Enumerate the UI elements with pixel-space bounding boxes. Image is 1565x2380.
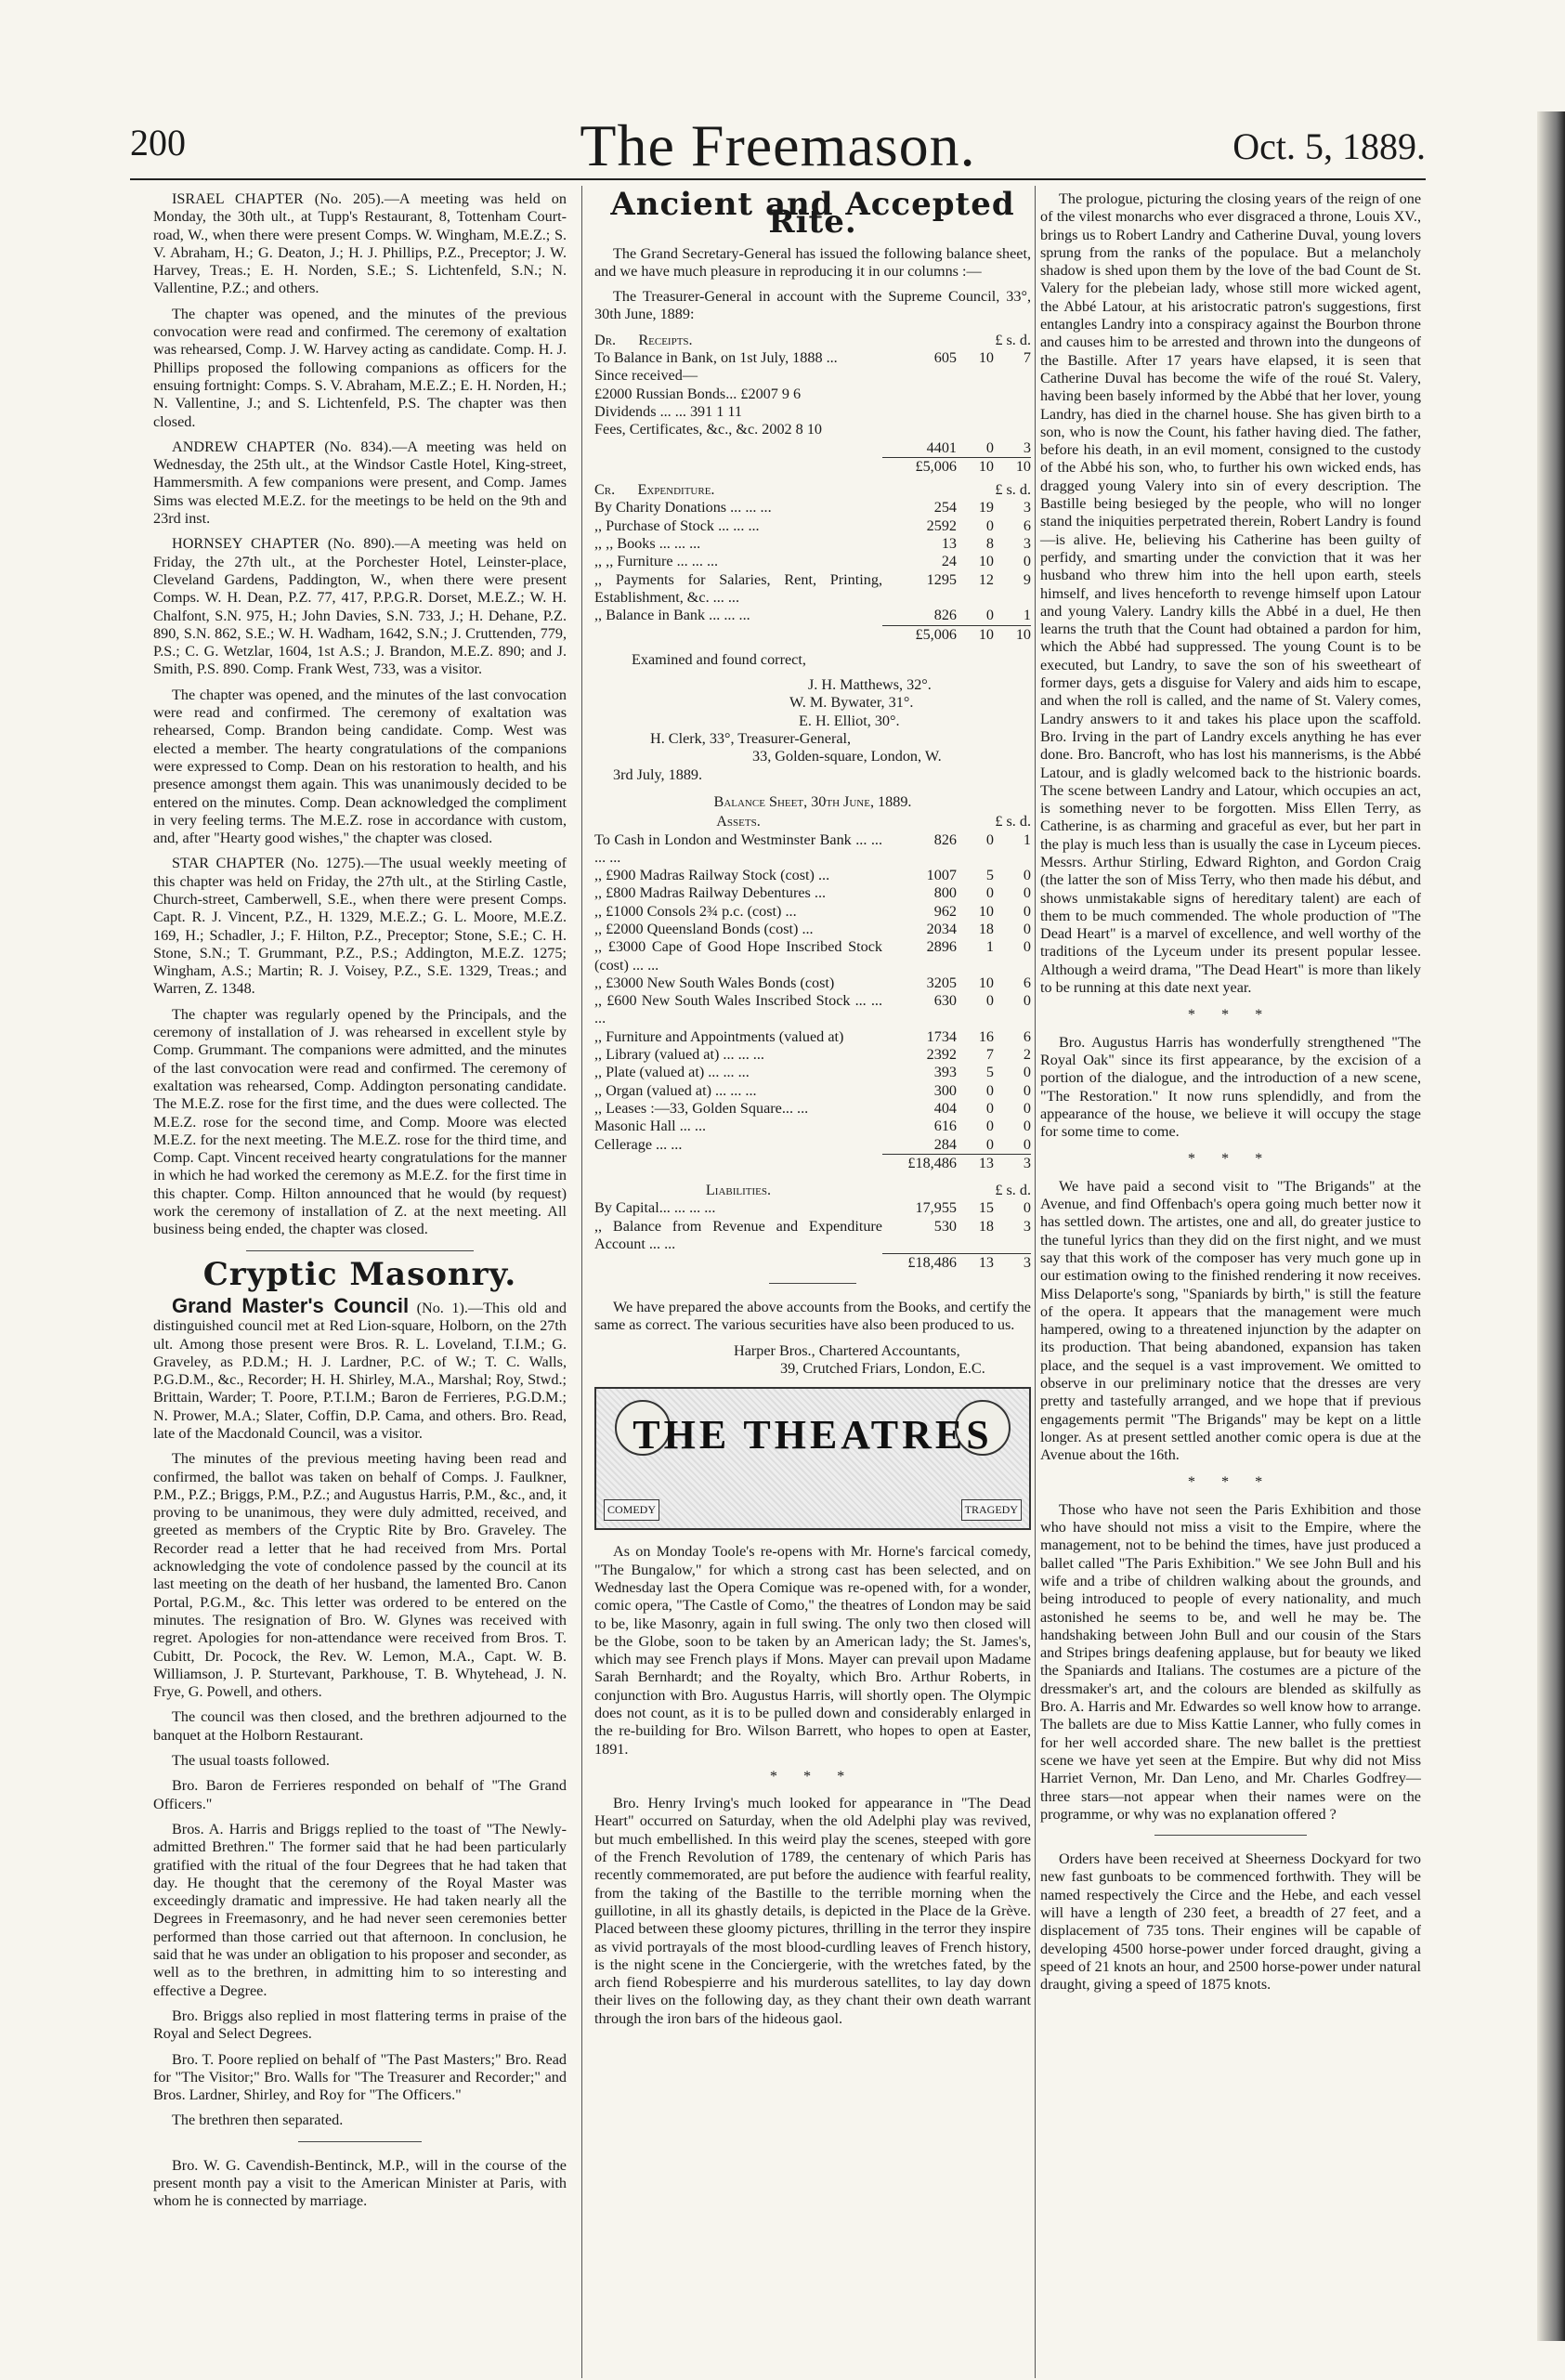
amount-pence: 0 — [1023, 884, 1031, 902]
hornsey-chapter-report: HORNSEY CHAPTER (No. 890).—A meeting was held on Friday, the 27th ult., at the Porchester Hotel, Leinster-place, Cleveland Gardens, Paddington, W., when there were present Comps. W. H. Dean, P.Z. 77, 417, P.P.G.R. Dorset, M.E.Z.; W. H. Chalfont, S.N. 975, H.; John Davies, S.N. 733, J.; H. Dehane, P.Z. 890, S.N. 862, S.E.; W. H. Wadham, 1642, S.N.; J. Cruttenden, 779, P.S.; C. G. Wetzlar, 1604, 1st A.S.; J. Brandon, M.E.Z. 890; and J. Smith, P.S. 890. Comp. Frank West, 733, was a visitor. — [153, 535, 567, 678]
account-row — [594, 903, 1031, 921]
tragedy-label: TRAGEDY — [961, 1499, 1022, 1521]
examined-line: Examined and found correct, — [632, 650, 806, 668]
amount-shillings — [957, 421, 994, 438]
amount-pounds: 13 — [941, 535, 957, 553]
amount-pounds: 530 — [933, 1217, 957, 1235]
amount-pounds: 2034 — [926, 920, 957, 937]
amount-shillings: 0 — [985, 1099, 994, 1117]
amount-pounds: 1295 — [926, 570, 957, 588]
total-pence: 10 — [994, 625, 1031, 644]
account-label: ,, Furniture and Appointments (valued at) — [594, 1027, 844, 1045]
amount-pounds: 254 — [933, 499, 957, 517]
council-heading: Grand Master's Council — [172, 1293, 410, 1317]
amount-pence: 3 — [1023, 535, 1031, 553]
amount-shillings: 18 — [978, 920, 994, 937]
comedy-label: COMEDY — [604, 1499, 659, 1521]
amount-shillings — [957, 386, 994, 403]
total-pounds: £18,486 — [882, 1154, 957, 1172]
lsd-header: £ s. d. — [995, 1182, 1031, 1199]
account-row — [594, 1100, 1031, 1118]
signature: W. M. Bywater, 31°. — [789, 694, 914, 712]
total-shillings: 10 — [957, 457, 994, 476]
amount-pence: 6 — [1023, 974, 1031, 991]
amount-pence: 9 — [1023, 570, 1031, 588]
amount-pounds: 630 — [933, 992, 957, 1010]
amount-shillings: 1 — [985, 938, 994, 956]
amount-shillings: 0 — [985, 1081, 994, 1099]
amount-pence: 0 — [1023, 1135, 1031, 1153]
account-label: Masonic Hall ... ... — [594, 1118, 707, 1135]
paragraph: The prologue, picturing the closing years of the reign of one of the vilest monarchs who ever disgraced a throne, Louis XV., brings us to Robert Landry and Catherine Duval, young lovers sprung from the ranks of the populace. But a melancholy shadow is shed upon them by the love of the bad Count de St. Valery for the plebeian lady, whose still more wicked agent, the Abbé Latour, at his aristocratic patron's suggestions, first entangles Landry into a conspiracy against the Bourbon throne and causes him to be arrested and thrown into the dungeons of the Bastille. After 17 years have elapsed, it is seen that Catherine Duval has become the wife of the roué St. Valery, having been basely informed by the Abbé that her lover, young Landry, has died in the charnel house. She has given birth to a son, who is now the Count, his father having died. The father, before his death, in an evil moment, consigned to the custody of the Abbé his son, who, to further his own wicked ends, has dragged young Valery into sin of every description. The Bastille being besieged by the people, who will no longer stand the iniquities perpetrated therein, Robert Landry is found—is alive. He, believing his Catherine has been guilty of perfidy, and smarting under the conviction that it was her husband who threw him into the hell upon earth, steels himself, and lives henceforth to revenge himself upon Latour and young Valery. Landry kills the Abbé in a duel, He then learns the truth that the Count had obtained a pardon for him, which the Abbé had suppressed. The young Count is to be executed, but Landry, to save the son of his sweetheart of former days, gets a disguise for Valery and aids him to escape, and when the roll is called, and the name of St. Valery comes, Landry answers to it and takes his place upon the scaffold. Bro. Irving in the part of Landry excels anything he has ever done. Bro. Bancroft, who has lost his mannerisms, is the Abbé Latour, and is gladly welcomed back to the histrionic boards. The scene between Landry and Latour, which occupies an act, is something never to be forgotten. Miss Ellen Terry, as Catherine, is as charming and graceful as ever, but her part in the play is much less than is usually the case in Lyceum pieces. Messrs. Arthur Stirling, Edward Righton, and Gordon Craig (the latter the son of Miss Terry, who then made his début, and shows unmistakable signs of hereditary talent) are each of them to be much commended. The whole production of "The Dead Heart" is a marvel of excellence, and well worthy of the traditions of the Lyceum under its present popular lessee. Although a weird drama, "The Dead Heart" is more than likely to be running at this date next year. — [1040, 190, 1421, 997]
amount-pounds: 800 — [933, 884, 957, 902]
paragraph: Bro. T. Poore replied on behalf of "The Past Masters;" Bro. Read for "The Visitor;" Bro. Walls for "The Treasurer and Recorder;" and Bros. Lardner, Shirley, and Roy for "The Officers." — [153, 2050, 567, 2104]
account-row — [594, 1136, 1031, 1155]
amount-pounds: 300 — [933, 1081, 957, 1099]
account-label: Dividends ... ... 391 1 11 — [594, 402, 743, 420]
account-row — [594, 571, 1031, 608]
amount-pence: 6 — [1023, 517, 1031, 534]
paragraph: Those who have not seen the Paris Exhibition and those who have should not miss a visit to the Empire, where the management, not to be behind the times, have just produced a ballet called "The Paris Exhibition." We see John Bull and his wife and a tribe of children walking about the grounds, and being introduced to people of every nationality, and much astonished he seems to be, and well he may be. The handshaking between John Bull and our cousin of the Stars and Stripes brings deafening applause, but for beauty we liked the Spaniards and Italians. The costumes are a picture of the dressmaker's art, and the colours are blended as skilfully as Bro. A. Harris and Mr. Edwardes so well know how to arrange. The ballets are due to Miss Kattie Lanner, who fully comes in for her well accorded share. The new ballet is the prettiest scene we have yet seen at the Empire. But why did not Miss Harriet Vernon, Mr. Dan Leno, and Mr. Charles Godfrey—three stars—not appear when their names were on the programme, or why was no explanation offered ? — [1040, 1500, 1421, 1823]
account-row — [594, 439, 1031, 458]
amount-pounds — [882, 367, 957, 385]
paragraph: Bro. Briggs also replied in most flattering terms in praise of the Royal and Select Degrees. — [153, 2007, 567, 2043]
amount-pounds — [882, 421, 957, 438]
amount-shillings: 5 — [985, 867, 994, 884]
account-label: ,, £1000 Consols 2¾ p.c. (cost) ... — [594, 902, 797, 920]
account-label: ,, Library (valued at) ... ... ... — [594, 1046, 764, 1064]
account-label: Since received— — [594, 367, 698, 385]
divider — [769, 1283, 856, 1288]
amount-pounds: 962 — [933, 902, 957, 920]
israel-chapter-report: ISRAEL CHAPTER (No. 205).—A meeting was held on Monday, the 30th ult., at Tupp's Restaurant, 8, Tottenham Court-road, W., when there were present Comps. W. Wingham, M.E.Z.; S. V. Abraham, H.; G. Deaton, J.; H. J. Phillips, P.Z., Preceptor; J. W. Harvey, Treas.; E. H. Norden, S.E.; S. Lichtenfeld, S.N.; N. Vallentine, P.Z.; and others. — [153, 190, 567, 297]
account-label: Cellerage ... ... — [594, 1135, 683, 1153]
signature: E. H. Elliot, 30°. — [799, 712, 900, 729]
amount-shillings: 0 — [985, 992, 994, 1010]
amount-pence: 0 — [1023, 553, 1031, 570]
amount-pounds: 4401 — [926, 438, 957, 456]
account-label: ,, Leases :—33, Golden Square... ... — [594, 1099, 809, 1117]
paragraph: The usual toasts followed. — [172, 1752, 330, 1770]
amount-pounds: 605 — [933, 349, 957, 367]
balance-sheet-title: Balance Sheet, 30th June, 1889. — [713, 792, 912, 810]
total-shillings: 13 — [957, 1154, 994, 1172]
account-label: By Capital... ... ... ... — [594, 1199, 716, 1217]
separator-stars: * * * — [769, 1767, 856, 1785]
paragraph: We have prepared the above accounts from the Books, and certify the same as correct. The various securities have also been produced to us. — [594, 1299, 1031, 1334]
amount-pence: 0 — [1023, 992, 1031, 1010]
amount-pounds: 404 — [933, 1099, 957, 1117]
account-label: ,, ,, Books ... ... ... — [594, 535, 701, 553]
amount-pence — [994, 367, 1031, 385]
amount-pounds: 2896 — [926, 938, 957, 956]
total-shillings: 13 — [957, 1253, 994, 1272]
amount-shillings: 0 — [985, 1135, 994, 1153]
account-row — [594, 499, 1031, 517]
separator-stars: * * * — [1187, 1473, 1274, 1491]
amount-pounds: 2592 — [926, 517, 957, 534]
account-row — [594, 367, 1031, 385]
amount-pounds: 3205 — [926, 974, 957, 991]
amount-pence: 1 — [1023, 607, 1031, 624]
account-row — [594, 535, 1031, 553]
amount-shillings: 10 — [978, 349, 994, 367]
amount-shillings: 0 — [985, 607, 994, 624]
receipts-table — [594, 332, 1031, 644]
account-label: ,, Plate (valued at) ... ... ... — [594, 1064, 750, 1081]
paragraph: The Treasurer-General in account with the Supreme Council, 33°, 30th June, 1889: — [594, 288, 1031, 323]
column-1 — [153, 190, 567, 2218]
account-label: ,, £900 Madras Railway Stock (cost) ... — [594, 867, 830, 884]
amount-shillings: 7 — [985, 1046, 994, 1064]
amount-pence — [994, 386, 1031, 403]
amount-pence: 3 — [1023, 499, 1031, 517]
paragraph: Bros. A. Harris and Briggs replied to the toast of "The Newly-admitted Brethren." The former said that he had been particularly gratified with the ritual of the four Degrees that he had taken that day. He thought that the ceremony of the Royal Master was exceedingly dramatic and impressive. He had taken nearly all the Degrees in Freemasonry, and he had never seen ceremonies better performed than those carried out that afternoon. In conclusion, he said that he was under an obligation to his proposer and seconder, as well as to the brethren, in admitting him to so interesting and effective a Degree. — [153, 1820, 567, 1999]
accountants-signature: Harper Bros., Chartered Accountants, — [734, 1341, 960, 1359]
signature: H. Clerk, 33°, Treasurer-General, — [650, 730, 852, 748]
amount-pounds: 1007 — [926, 867, 957, 884]
amount-pence: 3 — [1023, 1217, 1031, 1235]
paragraph: Orders have been received at Sheerness Dockyard for two new fast gunboats to be commenced forthwith. They will be named respectively the Circe and the Hebe, and each vessel will have a length of 230 feet, a breadth of 27 feet, and a displacement of 735 tons. Their engines will be capable of developing 4500 horse-power under forced draught, giving a speed of 21 knots an hour, and 2500 horse-power under natural draught, giving a speed of 1875 knots. — [1040, 1850, 1421, 1994]
amount-pounds — [882, 403, 957, 421]
account-label: £2000 Russian Bonds... £2007 9 6 — [594, 385, 802, 402]
amount-pounds: 393 — [933, 1064, 957, 1081]
account-row — [594, 1082, 1031, 1100]
amount-pounds: 616 — [933, 1118, 957, 1135]
dr-label: Dr. — [594, 331, 617, 348]
paragraph: Bro. Henry Irving's much looked for appearance in "The Dead Heart" occurred on Saturday, when the old Adelphi play was revived, but much embellished. In this weird play the scenes, steeped with gore of the French Revolution of 1789, the centenary of which Paris has recently commemorated, are put before the audience with fearful reality, from the taking of the Bastille to the terrible morning when the guillotine, in all its ghastly details, is depicted in the Place de la Grève. Placed between these gloomy pictures, thrilling in the terror they inspire as vivid portrayals of the most blood-curdling leaves of French history, is the night scene in the Conciergerie, with the wretches fated, by the arch fiend Robespierre and his murderous satellites, to lay day down their lives on the following day, as they chant their own death warrant through the iron bars of the hideous gaol. — [594, 1795, 1031, 2027]
paragraph: The chapter was regularly opened by the Principals, and the ceremony of installation of J. was rehearsed in excellent style by Comp. Grummant. The companions were admitted, and the minutes of the last convocation were read and confirmed. The ceremony of exaltation was rehearsed, Comp. Addington personating candidate. The M.E.Z. rose for the first time, and the dues were collected. The M.E.Z. rose for the second time, and Comp. Moore was elected M.E.Z. for the next meeting. The M.E.Z. rose for the third time, and Comp. Capt. Vincent received hearty congratulations for the manner in which he had worked the ceremony as M.E.Z. for the first time in this chapter. Comp. Hilton announced that he would (by request) work the ceremony of installation of Z. at the next meeting. All business being ended, the chapter was closed. — [153, 1005, 567, 1238]
account-label: ,, £800 Madras Railway Debentures ... — [594, 884, 827, 902]
account-row — [594, 1118, 1031, 1135]
account-label: ,, Purchase of Stock ... ... ... — [594, 517, 760, 534]
amount-shillings: 0 — [985, 1118, 994, 1135]
amount-shillings: 0 — [985, 438, 994, 456]
paragraph: The chapter was opened, and the minutes of the previous convocation were read and confirmed. The ceremony of exaltation was rehearsed, Comp. J. W. Harvey acting as candidate. Comp. H. J. Phillips proposed the following companions as officers for the ensuing fortnight: Comps. S. V. Abraham, M.E.Z.; E. H. Norden, H.; N. Vallentine, J.; and S. Lichtenfeld, P.S. The chapter was then closed. — [153, 305, 567, 430]
amount-pence: 0 — [1023, 1081, 1031, 1099]
account-label: ,, £2000 Queensland Bonds (cost) ... — [594, 920, 814, 937]
amount-pounds: 826 — [933, 607, 957, 624]
amount-pounds: 284 — [933, 1135, 957, 1153]
account-label: ,, £3000 Cape of Good Hope Inscribed Stock (cost) ... ... — [594, 938, 882, 974]
cavendish-note: Bro. W. G. Cavendish-Bentinck, M.P., will in the course of the present month pay a visit to the American Minister at Paris, with whom he is connected by marriage. — [153, 2156, 567, 2210]
account-row — [594, 553, 1031, 570]
amount-shillings — [957, 367, 994, 385]
account-label: ,, Organ (valued at) ... ... ... — [594, 1081, 757, 1099]
account-label: ,, ,, Furniture ... ... ... — [594, 553, 719, 570]
liabilities-heading: Liabilities. — [705, 1182, 772, 1199]
account-row — [594, 403, 1031, 421]
paragraph: The Grand Secretary-General has issued the following balance sheet, and we have much pleasure in reproducing it in our columns :— — [594, 244, 1031, 280]
amount-pence: 0 — [1023, 1199, 1031, 1217]
account-row — [594, 974, 1031, 992]
amount-shillings: 5 — [985, 1064, 994, 1081]
expenditure-heading: Expenditure. — [637, 481, 715, 499]
account-label: To Balance in Bank, on 1st July, 1888 ... — [594, 349, 838, 367]
amount-pounds — [882, 386, 957, 403]
amount-shillings: 16 — [978, 1027, 994, 1045]
paragraph: As on Monday Toole's re-opens with Mr. Horne's farcical comedy, "The Bungalow," for which a strong cast has been selected, and on Wednesday last the Opera Comique was re-opened with, for a wonder, comic opera, "The Castle of Como," the theatres of London may be said to be, like Masonry, again in full swing. The only two then closed will be the Globe, soon to be taken by an American lady; the St. James's, which may see French plays if Mons. Mayer can prevail upon Madame Sarah Bernhardt; and the Royalty, which Bro. Arthur Roberts, in conjunction with Bro. Augustus Harris, will shortly open. The Olympic does not count, as it is to be pulled down and considerably enlarged in the re-building for Bro. Wilson Barrett, who hopes to open at Easter, 1891. — [594, 1543, 1031, 1758]
divider — [298, 2141, 423, 2146]
amount-shillings: 19 — [978, 499, 994, 517]
lsd-header: £ s. d. — [995, 813, 1031, 830]
total-pence: 3 — [994, 1253, 1031, 1272]
amount-shillings: 10 — [978, 974, 994, 991]
account-row — [594, 517, 1031, 535]
divider — [1154, 1835, 1307, 1839]
amount-pence: 0 — [1023, 867, 1031, 884]
total-pounds: £5,006 — [882, 457, 957, 476]
account-row — [594, 1064, 1031, 1081]
account-row — [594, 349, 1031, 367]
issue-date: Oct. 5, 1889. — [1232, 125, 1426, 167]
assets-table — [594, 813, 1031, 1272]
amount-pence: 0 — [1023, 938, 1031, 956]
separator-stars: * * * — [1187, 1150, 1274, 1168]
masthead-rule — [130, 178, 1426, 180]
account-row — [594, 831, 1031, 868]
lsd-header: £ s. d. — [995, 481, 1031, 499]
paragraph: The chapter was opened, and the minutes of the last convocation were read and confirmed. The ceremony of exaltation was rehearsed, Comp. Brandon being candidate. Comp. West was elected a member. The hearty congratulations of the companions were expressed to Comp. Dean on his restoration to health, and his presence amongst them again. This was unanimously decided to be entered on the minutes. Comp. Dean acknowledged the compliment in very feeling terms. The M.E.Z. rose in accordance with custom, and, after "Hearty good wishes," the chapter was closed. — [153, 686, 567, 847]
account-row — [594, 1028, 1031, 1046]
total-pounds: £5,006 — [882, 625, 957, 644]
amount-shillings: 0 — [985, 517, 994, 534]
column-rule — [581, 186, 582, 2378]
amount-shillings: 12 — [978, 570, 994, 588]
account-row — [594, 867, 1031, 884]
paragraph: Bro. Augustus Harris has wonderfully strengthened "The Royal Oak" since its first appearance, by the excision of a portion of the dialogue, and the introduction of a new scene, "The Restoration." It now runs splendidly, and from the appearance of the house, we believe it will occupy the stage for some time to come. — [1040, 1033, 1421, 1141]
amount-pounds: 24 — [941, 553, 957, 570]
amount-shillings: 0 — [985, 884, 994, 902]
amount-pence — [994, 403, 1031, 421]
paragraph: The brethren then separated. — [172, 2112, 344, 2129]
amount-shillings: 0 — [985, 830, 994, 848]
section-heading-cryptic-masonry: Cryptic Masonry. — [202, 1255, 517, 1293]
account-row — [594, 992, 1031, 1028]
amount-shillings: 8 — [985, 535, 994, 553]
illustration-title: THE THEATRES — [633, 1412, 993, 1458]
paragraph: Bro. Baron de Ferrieres responded on behalf of "The Grand Officers." — [153, 1777, 567, 1812]
amount-shillings: 10 — [978, 902, 994, 920]
total-pence: 10 — [994, 457, 1031, 476]
lsd-header: £ s. d. — [995, 331, 1031, 348]
amount-pence — [994, 421, 1031, 438]
account-label: ,, Balance in Bank ... ... ... — [594, 607, 750, 624]
amount-pounds: 2392 — [926, 1046, 957, 1064]
amount-pence: 3 — [1023, 438, 1031, 456]
account-row — [594, 386, 1031, 403]
amount-pence: 2 — [1023, 1046, 1031, 1064]
total-pounds: £18,486 — [882, 1253, 957, 1272]
amount-shillings: 10 — [978, 553, 994, 570]
account-label: Fees, Certificates, &c., &c. 2002 8 10 — [594, 421, 823, 438]
council-report: (No. 1).—This old and distinguished council met at Red Lion-square, Holborn, on the 27th ult. Among those present were Bros. R. L. Loveland, T.I.M.; G. Graveley, as P.D.M.; H. J. Lardner, P.C. of W.; T. C. Walls, P.G.D.M., &c., Recorder; H. H. Shirley, M.A., Marshal; Roy, Stwd.; Brittain, Warder; T. Poore, P.T.I.M.; Baron de Ferrieres, P.G.D.M.; N. Prower, M.A.; Slater, Coffin, D.P. Cama, and others. Bro. Read, late of the Macdonald Council, was a visitor. — [153, 1299, 567, 1442]
amount-pence: 0 — [1023, 902, 1031, 920]
amount-pounds: 1734 — [926, 1027, 957, 1045]
assets-heading: Assets. — [716, 813, 761, 830]
account-row — [594, 884, 1031, 902]
account-row — [594, 1199, 1031, 1217]
accountants-address: 39, Crutched Friars, London, E.C. — [780, 1360, 985, 1378]
divider — [246, 1250, 474, 1255]
account-row — [594, 921, 1031, 938]
newspaper-title: The Freemason. — [580, 112, 976, 178]
paragraph: The council was then closed, and the brethren adjourned to the banquet at the Holborn Restaurant. — [153, 1708, 567, 1744]
account-label: ,, £600 New South Wales Inscribed Stock ... ... ... — [594, 992, 882, 1027]
masthead — [130, 111, 1426, 177]
amount-pence: 0 — [1023, 1118, 1031, 1135]
binding-edge — [1537, 111, 1565, 2341]
section-heading-ancient-accepted-rite: Ancient and Accepted Rite. — [610, 186, 1015, 242]
account-label: ,, £3000 New South Wales Bonds (cost) — [594, 974, 835, 991]
column-2 — [594, 186, 1031, 2035]
account-row — [594, 607, 1031, 625]
amount-pence: 6 — [1023, 1027, 1031, 1045]
receipts-heading: Receipts. — [638, 331, 693, 348]
column-3 — [1040, 190, 1421, 2002]
paragraph: The minutes of the previous meeting having been read and confirmed, the ballot was taken on behalf of Comps. J. Faulkner, P.M., P.Z.; Briggs, P.M., P.Z.; and Augustus Harris, P.M., &c., and, it proving to be unanimous, they were duly admitted, received, and greeted as members of the Cryptic Rite by Bro. Graveley. The Recorder read a letter that he had received from Mrs. Portal acknowledging the vote of condolence passed by the council at its last meeting on the death of her husband, the lamented Bro. Canon Portal, P.G.M., &c. This letter was ordered to be entered on the minutes. The resignation of Bro. W. Glynes was received with regret. Apologies for non-attendance were received from Bros. T. Cubitt, Dr. Pocock, the Rev. W. Lemon, M.A., Capt. W. B. Williamson, J. P. Sturtevant, Parkhouse, T. B. Whytehead, J. N. Frye, G. Powell, and others. — [153, 1450, 567, 1701]
address: 33, Golden-square, London, W. — [752, 748, 942, 765]
amount-pounds: 826 — [933, 830, 957, 848]
cr-label: Cr. — [594, 481, 616, 499]
amount-pence: 7 — [1023, 349, 1031, 367]
account-row — [594, 938, 1031, 974]
account-label: To Cash in London and Westminster Bank ... ... ... ... — [594, 830, 882, 866]
amount-pence: 0 — [1023, 920, 1031, 937]
amount-shillings: 15 — [978, 1199, 994, 1217]
total-pence: 3 — [994, 1154, 1031, 1172]
star-chapter-report: STAR CHAPTER (No. 1275).—The usual weekly meeting of this chapter was held on Friday, the 27th ult., at the Stirling Castle, Church-street, Camberwell, S.E., when there were present Comps. Capt. R. J. Vincent, P.Z., H. 1329, M.E.Z.; G. L. Moore, M.E.Z. 169, H.; Schadler, J.; F. Hilton, P.Z., Preceptor; Stone, S.E.; C. H. Stone, S.N.; T. Grummant, P.Z., P.S.; Addington, M.E.Z. 1275; Wingham, A.S.; Martin; R. J. Voisey, P.Z., S.E. 1329, Treas.; and Warren, Z. 1348. — [153, 855, 567, 998]
account-label: ,, Balance from Revenue and Expenditure Account ... ... — [594, 1217, 882, 1253]
page-number: 200 — [130, 122, 186, 163]
total-shillings: 10 — [957, 625, 994, 644]
amount-shillings: 18 — [978, 1217, 994, 1235]
amount-pence: 0 — [1023, 1064, 1031, 1081]
paragraph: We have paid a second visit to "The Brigands" at the Avenue, and find Offenbach's opera going much better now it has settled down. The artistes, one and all, do greater justice to the tuneful lyrics than they did on the first night, and we must say that this work of the composer has very much gone up in our estimation owing to the finished rendering it now receives. Miss Delaporte's song, "Spaniards by birth," is still the feature of the opera. It appears that the management were much hampered, owing to a threatened injunction by the adapter on its production. That being abandoned, expansion has taken place, and the sequel is a vast improvement. We omitted to observe in our preliminary notice that the dresses are very pretty and tastefully arranged, and we hope that if previous engagements permit "The Brigands" may be kept on a little longer. As at present settled another comic opera is due at the Avenue about the 16th. — [1040, 1177, 1421, 1464]
theatres-illustration — [594, 1387, 1031, 1530]
signature-date: 3rd July, 1889. — [613, 765, 703, 783]
separator-stars: * * * — [1187, 1006, 1274, 1024]
amount-pence: 0 — [1023, 1099, 1031, 1117]
account-label: By Charity Donations ... ... ... — [594, 499, 772, 517]
amount-pence: 1 — [1023, 830, 1031, 848]
account-label: ,, Payments for Salaries, Rent, Printing, Establishment, &c. ... ... — [594, 570, 882, 606]
account-row — [594, 1218, 1031, 1254]
andrew-chapter-report: ANDREW CHAPTER (No. 834).—A meeting was held on Wednesday, the 25th ult., at the Windsor Castle Hotel, King-street, Hammersmith. A few companions were present, and Comp. James Sims was elected M.E.Z. for the meetings to be held on the 9th and 23rd inst. — [153, 438, 567, 528]
amount-pounds: 17,955 — [915, 1199, 957, 1217]
account-label — [594, 439, 882, 458]
signature: J. H. Matthews, 32°. — [808, 676, 932, 694]
column-rule — [1035, 186, 1036, 2378]
account-row — [594, 1046, 1031, 1064]
amount-shillings — [957, 403, 994, 421]
account-row — [594, 421, 1031, 438]
